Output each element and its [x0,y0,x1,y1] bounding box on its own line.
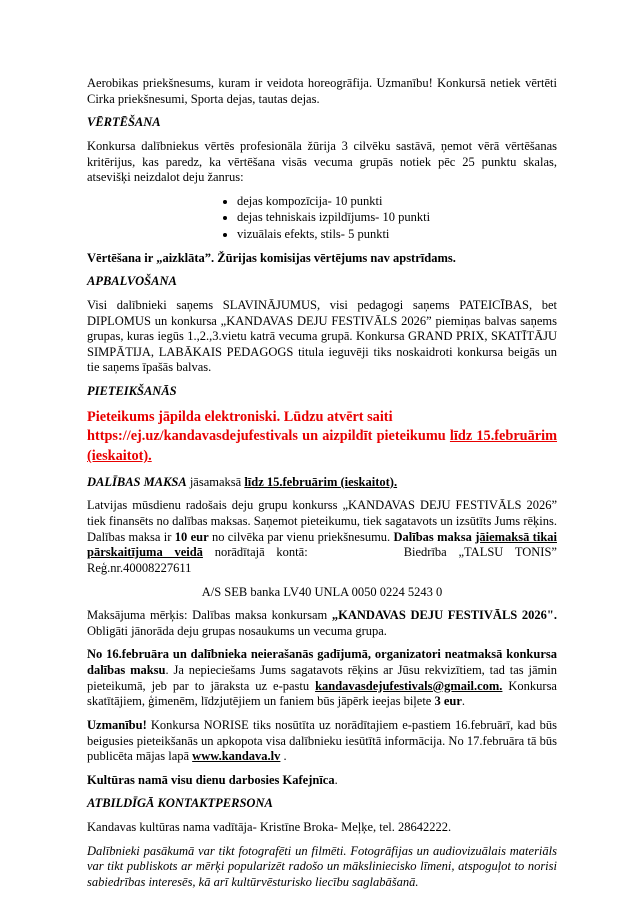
section-heading-apbalvosana: APBALVOŠANA [87,274,177,289]
notice-paragraph [87,718,557,765]
cafe-end: . [334,772,338,787]
refund-text-2: Konkursa skatītājiem, ģimenēm, līdzjutējiem un faniem būs jāpērk ieejas biļete [87,678,557,709]
application-notice-line1: Pieteikums jāpilda elektroniski. Lūdzu atvērt saiti [87,408,393,425]
bank-account-line: A/S SEB banka LV40 UNLA 0050 0224 5243 0 [201,584,443,599]
fee-deadline: līdz 15.februārim (ieskaitot). [244,474,398,489]
cafe-line [87,773,557,789]
email-link[interactable]: kandavasdejufestivals@gmail.com. [315,678,503,693]
cafe-bold-text: Kultūras namā visu dienu darbosies Kafejnīca [87,772,335,787]
payment-text-3: norādītajā kontā: [202,545,308,560]
notice-attention-label: Uzmanību! [87,717,147,732]
refund-paragraph [87,647,557,710]
criteria-item-visual: • vizuālais efekts, stils- 5 punkti [237,227,557,243]
section-heading-contact: ATBILDĪGĀ KONTAKTPERSONA [87,796,273,811]
jury-paragraph: Konkursa dalībniekus vērtēs profesionāla žūrija 3 cilvēku sastāvā, ņemot vērā vērtēšanas kritērijus, kas paredz, ka vērtēšana visās vecuma grupās notiek pēc 25 punktu skalas, atsevišķi neizdalot deju žanrus: [87,138,557,185]
payment-purpose-paragraph [87,608,557,639]
payment-transfer-only: jāiemaksā tikai pārskaitījuma veidā [87,529,557,560]
payment-text-1: Latvijas mūsdienu radošais deju grupu konkurss „KANDAVAS DEJU FESTIVĀLS 2026” tiek finansēts no dalības maksas. Saņemot pieteikumu, tiek sagatavots un izsūtīts Jums rēķins. Dalības maksa ir [87,498,557,544]
awards-paragraph: Visi dalībnieki saņems SLAVINĀJUMUS, visi pedagogi saņems PATEICĪBAS, bet DIPLOMUS un konkursa „KANDAVAS DEJU FESTIVĀLS 2026” piemiņas balvas saņems grupas, kuras iegūs 1.,2.,3.vietu katrā vecuma grupā. Konkursa GRAND PRIX, SKATĪTĀJU SIMPĀTIJA, LABĀKAIS PEDAGOGS titula ieguvēji tiks noskaidroti konkursa beigās un tie saņems īpašās balvas. [87,297,557,375]
payment-text-2: no cilvēka par vienu priekšnesumu. [208,529,394,544]
criteria-item-technique: • dejas tehniskais izpildījums- 10 punkti [237,210,557,226]
fee-deadline-line [87,475,557,491]
jury-note: Vērtēšana ir „aizklāta”. Žūrijas komisijas vērtējums nav apstrīdams. [87,250,456,265]
contact-person-line: Kandavas kultūras nama vadītāja- Kristīne Broka- Meļķe, tel. 28642222. [87,820,452,835]
notice-text-end: . [280,749,287,764]
application-deadline: līdz 15.februārim (ieskaitot). [87,428,558,465]
payment-paragraph [87,498,557,576]
refund-text-1: . Ja nepieciešams Jums sagatavots rēķins ar Jūsu rekvizītiem, tad tas jāmin pieteikumā, jeb par to jāraksta uz e-pastu [87,663,557,693]
criteria-item-composition: • dejas kompozīcija- 10 punkti [237,194,557,210]
fee-mid-text: jāsamaksā [186,474,245,489]
section-heading-pieteiksanas: PIETEIKŠANĀS [87,384,177,398]
application-notice-line2: un aizpildīt pieteikumu [297,428,450,445]
purpose-festival-name: „KANDAVAS DEJU FESTIVĀLS 2026". [331,608,557,623]
website-link[interactable]: www.kandava.lv [192,749,281,764]
beneficiary-line: Biedrība „TALSU TONIS” Reģ.nr.40008227611 [87,545,557,575]
application-notice [87,408,557,467]
fee-label: DALĪBAS MAKSA [87,474,187,489]
payment-bold-lead: Dalības maksa [393,529,476,544]
intro-paragraph: Aerobikas priekšnesums, kuram ir veidota horeogrāfija. Uzmanību! Konkursā netiek vērtēti Cirka priekšnesumi, Sporta dejas, tautas dejas. [87,76,557,106]
payment-fee-amount: 10 eur [174,529,209,544]
section-heading-vertesana: VĒRTĒŠANA [87,115,161,130]
refund-text-end: . [461,694,466,709]
criteria-list [87,194,557,243]
media-disclaimer-paragraph: Dalībnieki pasākumā var tikt fotografēti un filmēti. Fotogrāfijas un audiovizuālais materiāls var tikt publiskots ar mērķi popularizēt radošo un māksliniecisko līmeni, atspoguļot to norisi sabiedrības interesēs, kā arī kultūrvēsturisko liecību saglabāšanā. [87,843,557,889]
purpose-text-post: Obligāti jānorāda deju grupas nosaukums un vecuma grupa. [87,623,387,638]
purpose-text-pre: Maksājuma mērķis: Dalības maksa konkursam [87,608,332,623]
ticket-price: 3 eur [434,694,462,709]
signup-link[interactable]: https://ej.uz/kandavasdejufestivals [87,428,298,445]
refund-bold-text: No 16.februāra un dalībnieka neierašanās gadījumā, organizatori neatmaksā konkursa dalības maksu [87,647,557,678]
notice-body-text: Konkursa NORISE tiks nosūtīta uz norādītajiem e-pastiem 16.februārī, kad būs beigusies pieteikšanās un apkopota visa dalībnieku iesūtītā informācija. No 17.februāra tā būs publicēta mājas lapā [87,717,557,764]
